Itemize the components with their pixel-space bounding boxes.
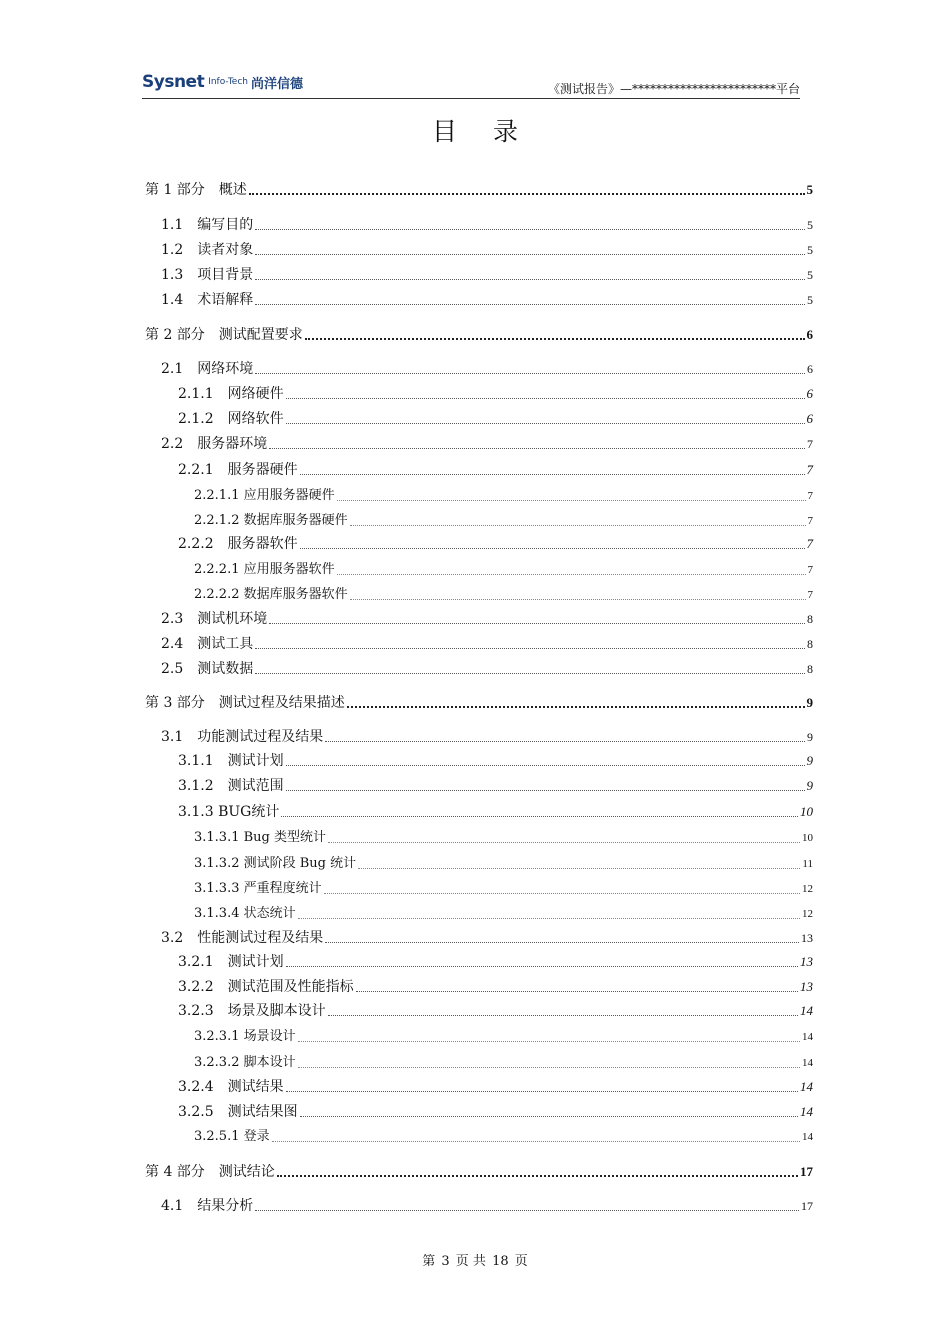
toc-dot-leader	[249, 193, 805, 195]
toc-dot-leader	[337, 500, 806, 501]
toc-dot-leader	[255, 373, 805, 374]
toc-entry[interactable]	[178, 406, 813, 428]
toc-dot-leader	[255, 648, 805, 649]
toc-entry-label: 第 1 部分 概述	[145, 182, 247, 198]
toc-dot-leader	[325, 942, 799, 943]
toc-entry-label: 3.1.3.2 测试阶段 Bug 统计	[194, 856, 357, 871]
toc-entry[interactable]	[194, 901, 813, 923]
toc-dot-leader	[269, 448, 805, 449]
toc-entry[interactable]	[161, 631, 813, 653]
toc-entry-page: 8	[807, 612, 813, 626]
toc-entry-page: 13	[800, 954, 813, 969]
toc-entry[interactable]	[161, 212, 813, 234]
toc-entry-label: 2.1 网络环境	[161, 361, 254, 377]
toc-entry-label: 2.2.1.1 应用服务器硬件	[194, 488, 335, 503]
logo-brand-text: Sysnet	[142, 72, 205, 92]
footer-total-pages: 18	[492, 1254, 509, 1269]
toc-entry[interactable]	[194, 1024, 813, 1046]
toc-entry[interactable]	[194, 508, 813, 530]
toc-entry-page: 13	[801, 931, 813, 945]
toc-entry[interactable]	[178, 949, 813, 971]
toc-entry-page: 12	[802, 908, 813, 920]
toc-dot-leader	[298, 1067, 800, 1068]
toc-entry-page: 10	[800, 804, 813, 819]
toc-entry-page: 12	[802, 883, 813, 895]
toc-entry-page: 5	[807, 268, 813, 282]
toc-dot-leader	[324, 893, 800, 894]
toc-entry[interactable]	[145, 690, 813, 712]
toc-entry-label: 3.2.2 测试范围及性能指标	[178, 979, 354, 995]
toc-entry[interactable]	[178, 974, 813, 996]
toc-entry-page: 7	[807, 564, 813, 576]
toc-dot-leader	[328, 842, 800, 843]
toc-entry-page: 14	[802, 1031, 813, 1043]
toc-entry[interactable]	[161, 606, 813, 628]
toc-entry-label: 3.1.3 BUG统计	[178, 804, 280, 820]
logo-chinese-text: 尚洋信德	[250, 76, 303, 92]
toc-dot-leader	[358, 868, 800, 869]
toc-entry-page: 7	[806, 536, 813, 551]
toc-entry-label: 2.2.1 服务器硬件	[178, 462, 298, 478]
toc-entry-page: 14	[802, 1057, 813, 1069]
toc-entry-label: 第 2 部分 测试配置要求	[145, 327, 303, 343]
footer-mid: 页 共	[455, 1254, 486, 1269]
toc-entry[interactable]	[178, 799, 813, 821]
toc-entry-page: 7	[807, 437, 813, 451]
toc-entry-label: 3.1.3.3 严重程度统计	[194, 881, 322, 896]
toc-entry-label: 3.2.3.2 脚本设计	[194, 1055, 296, 1070]
toc-entry-page: 6	[806, 411, 813, 426]
toc-entry[interactable]	[194, 825, 813, 847]
toc-entry-page: 13	[800, 979, 813, 994]
toc-entry-label: 3.2.3.1 场景设计	[194, 1029, 296, 1044]
document-header-title: 《测试报告》—************************平台	[547, 82, 800, 96]
toc-entry-page: 9	[806, 778, 813, 793]
toc-dot-leader	[255, 229, 805, 230]
toc-entry-page: 10	[802, 832, 813, 844]
toc-entry[interactable]	[178, 748, 813, 770]
toc-entry[interactable]	[161, 656, 813, 678]
toc-dot-leader	[286, 423, 805, 424]
toc-entry-page: 17	[800, 1164, 813, 1179]
toc-entry[interactable]	[178, 1074, 813, 1096]
toc-entry[interactable]	[161, 356, 813, 378]
toc-dot-leader	[356, 991, 798, 992]
toc-entry-page: 11	[802, 858, 813, 870]
toc-dot-leader	[300, 1116, 798, 1117]
toc-entry-page: 5	[807, 218, 813, 232]
toc-dot-leader	[298, 918, 800, 919]
toc-dot-leader	[305, 338, 805, 340]
toc-entry[interactable]	[194, 582, 813, 604]
toc-entry-label: 3.2.5 测试结果图	[178, 1104, 298, 1120]
toc-entry[interactable]	[178, 1099, 813, 1121]
toc-entry[interactable]	[178, 998, 813, 1020]
toc-entry[interactable]	[161, 431, 813, 453]
toc-entry[interactable]	[194, 483, 813, 505]
header-divider	[142, 98, 800, 99]
toc-entry[interactable]	[161, 262, 813, 284]
toc-dot-leader	[298, 1041, 800, 1042]
toc-entry-page: 9	[807, 730, 813, 744]
toc-entry-label: 2.1.1 网络硬件	[178, 386, 284, 402]
toc-entry-label: 3.2.4 测试结果	[178, 1079, 284, 1095]
toc-entry[interactable]	[178, 531, 813, 553]
toc-dot-leader	[255, 1210, 799, 1211]
toc-entry-label: 2.2.2 服务器软件	[178, 536, 298, 552]
toc-entry-page: 14	[800, 1079, 813, 1094]
toc-entry-label: 3.1.1 测试计划	[178, 753, 284, 769]
toc-dot-leader	[269, 623, 805, 624]
toc-entry-label: 3.1.3.1 Bug 类型统计	[194, 830, 326, 845]
toc-dot-leader	[286, 398, 805, 399]
toc-entry-label: 2.1.2 网络软件	[178, 411, 284, 427]
toc-entry[interactable]	[161, 925, 813, 947]
toc-entry[interactable]	[194, 557, 813, 579]
toc-dot-leader	[300, 474, 805, 475]
toc-entry[interactable]	[161, 1193, 813, 1215]
toc-dot-leader	[325, 741, 805, 742]
toc-dot-leader	[272, 1141, 800, 1142]
toc-entry-page: 7	[807, 515, 813, 527]
toc-entry-label: 2.3 测试机环境	[161, 611, 268, 627]
toc-entry-label: 3.2.5.1 登录	[194, 1129, 270, 1144]
toc-entry-page: 14	[802, 1131, 813, 1143]
toc-entry-label: 2.2.2.2 数据库服务器软件	[194, 587, 348, 602]
logo-sub-text: Info-Tech	[208, 77, 248, 87]
toc-dot-leader	[255, 304, 805, 305]
company-logo	[142, 70, 303, 94]
toc-entry[interactable]	[145, 322, 813, 344]
toc-entry[interactable]	[145, 1159, 813, 1181]
toc-dot-leader	[286, 966, 798, 967]
toc-dot-leader	[350, 525, 806, 526]
toc-dot-leader	[300, 548, 805, 549]
page-footer	[0, 1250, 950, 1269]
toc-entry-page: 7	[807, 490, 813, 502]
toc-title: 目录	[431, 117, 554, 146]
toc-entry[interactable]	[178, 457, 813, 479]
toc-entry-page: 7	[806, 462, 813, 477]
toc-dot-leader	[277, 1175, 798, 1177]
toc-dot-leader	[286, 790, 805, 791]
toc-entry-label: 3.1.3.4 状态统计	[194, 906, 296, 921]
toc-dot-leader	[328, 1015, 798, 1016]
toc-entry[interactable]	[161, 724, 813, 746]
toc-entry[interactable]	[178, 381, 813, 403]
toc-entry-label: 2.4 测试工具	[161, 636, 254, 652]
toc-entry-label: 1.1 编写目的	[161, 217, 254, 233]
toc-entry[interactable]	[145, 177, 813, 199]
toc-entry-label: 1.2 读者对象	[161, 242, 254, 258]
toc-entry-page: 5	[807, 293, 813, 307]
toc-entry[interactable]	[178, 773, 813, 795]
toc-entry-label: 第 4 部分 测试结论	[145, 1164, 275, 1180]
toc-dot-leader	[255, 673, 805, 674]
toc-entry-page: 8	[807, 662, 813, 676]
toc-entry-label: 3.1 功能测试过程及结果	[161, 729, 324, 745]
toc-dot-leader	[286, 1091, 798, 1092]
toc-dot-leader	[337, 574, 806, 575]
toc-entry-page: 9	[806, 695, 813, 710]
toc-dot-leader	[286, 765, 805, 766]
toc-entry[interactable]	[161, 237, 813, 259]
toc-entry-page: 14	[800, 1003, 813, 1018]
toc-entry-page: 5	[806, 182, 813, 197]
toc-entry[interactable]	[194, 1124, 813, 1146]
toc-dot-leader	[347, 706, 805, 708]
toc-entry-label: 1.4 术语解释	[161, 292, 254, 308]
toc-entry-page: 6	[806, 327, 813, 342]
toc-entry-page: 8	[807, 637, 813, 651]
toc-entry-page: 5	[807, 243, 813, 257]
toc-entry-label: 3.2.3 场景及脚本设计	[178, 1003, 326, 1019]
toc-entry-label: 4.1 结果分析	[161, 1198, 254, 1214]
toc-entry-page: 6	[807, 362, 813, 376]
toc-entry[interactable]	[161, 287, 813, 309]
toc-entry[interactable]	[194, 1050, 813, 1072]
toc-entry-label: 2.2 服务器环境	[161, 436, 268, 452]
toc-dot-leader	[255, 254, 805, 255]
toc-dot-leader	[281, 816, 798, 817]
toc-entry-page: 14	[800, 1104, 813, 1119]
footer-suffix: 页	[514, 1254, 528, 1269]
toc-entry-label: 3.2 性能测试过程及结果	[161, 930, 324, 946]
toc-entry-page: 7	[807, 589, 813, 601]
footer-current-page: 3	[441, 1254, 450, 1269]
toc-entry-label: 1.3 项目背景	[161, 267, 254, 283]
toc-dot-leader	[255, 279, 805, 280]
toc-entry-page: 6	[806, 386, 813, 401]
toc-entry-page: 9	[806, 753, 813, 768]
toc-entry-label: 第 3 部分 测试过程及结果描述	[145, 695, 345, 711]
toc-entry-label: 3.1.2 测试范围	[178, 778, 284, 794]
toc-entry-label: 3.2.1 测试计划	[178, 954, 284, 970]
toc-entry-label: 2.5 测试数据	[161, 661, 254, 677]
toc-entry-label: 2.2.2.1 应用服务器软件	[194, 562, 335, 577]
toc-entry-label: 2.2.1.2 数据库服务器硬件	[194, 513, 348, 528]
toc-entry-page: 17	[801, 1199, 813, 1213]
toc-dot-leader	[350, 599, 806, 600]
footer-prefix: 第	[422, 1254, 436, 1269]
toc-entry[interactable]	[194, 851, 813, 873]
toc-entry[interactable]	[194, 876, 813, 898]
